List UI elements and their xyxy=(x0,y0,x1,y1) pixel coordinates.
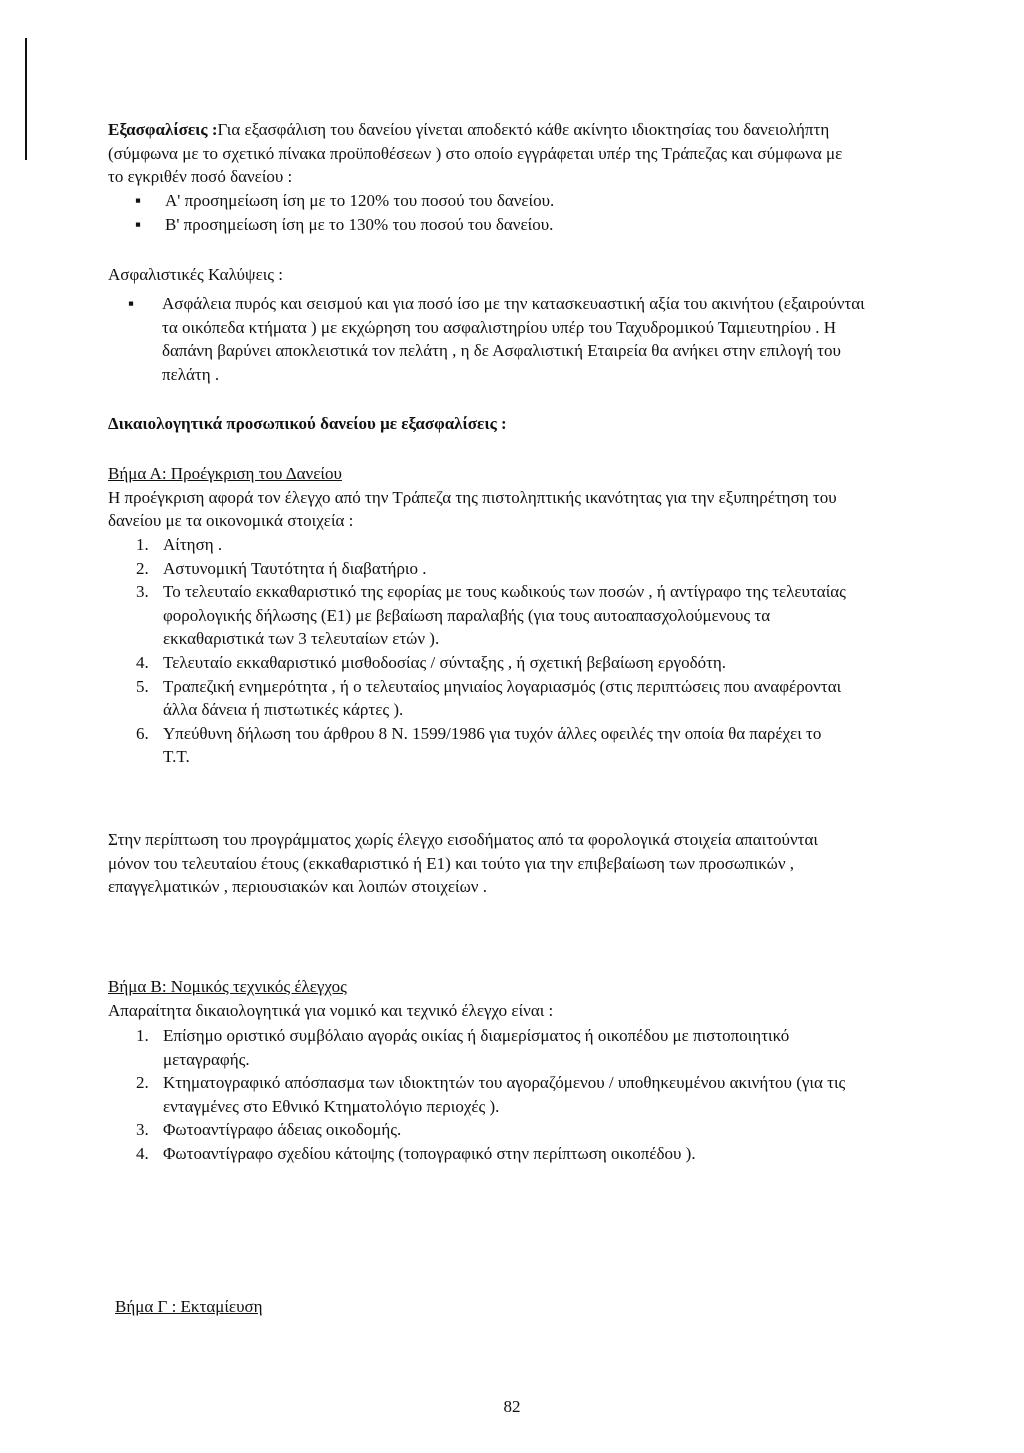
item-number: 1. xyxy=(136,1026,149,1045)
step-a-item-text: Αστυνομική Ταυτότητα ή διαβατήριο . xyxy=(163,558,427,578)
scan-edge-line xyxy=(25,38,27,160)
item-number: 2. xyxy=(136,558,149,578)
step-b-item-text: Φωτοαντίγραφο σχεδίου κάτοψης (τοπογραφικό στην περίπτωση οικοπέδου ). xyxy=(163,1143,696,1163)
page-number: 82 xyxy=(503,1397,521,1416)
step-a-section xyxy=(108,462,843,533)
collateral-list xyxy=(135,189,855,236)
item-number: 1. xyxy=(136,535,149,554)
insurance-list xyxy=(128,292,868,386)
item-number: 5. xyxy=(136,676,149,696)
step-a-note: Στην περίπτωση του προγράμματος χωρίς έλεγχο εισοδήματος από τα φορολογικά στοιχεία απαιτούνται μόνον του τελευταίου έτους (εκκαθαριστικό ή Ε1) και τούτο για την επιβεβαίωση των προσωπικών , επαγγελματικών , περιουσιακών και λοιπών στοιχείων . xyxy=(108,830,818,897)
step-a-list xyxy=(136,533,851,769)
step-a-title: Βήμα Α: Προέγκριση του Δανείου xyxy=(108,464,342,483)
step-b-item-text: Κτηματογραφικό απόσπασμα των ιδιοκτητών του αγοραζόμενου / υποθηκευμένου ακινήτου (για τις ενταγμένες στο Εθνικό Κτηματολόγιο περιοχές ). xyxy=(163,1073,846,1116)
step-b-title: Βήμα Β: Νομικός τεχνικός έλεγχος xyxy=(108,977,347,996)
step-a-note-block xyxy=(108,828,843,899)
list-item xyxy=(136,1024,866,1071)
collateral-section xyxy=(108,118,848,189)
bullet-icon: ▪ xyxy=(128,294,135,313)
list-item xyxy=(136,1118,866,1142)
step-b-item-text: Επίσημο οριστικό συμβόλαιο αγοράς οικίας ή διαμερίσματος ή οικοπέδου με πιστοποιητικό μεταγραφής. xyxy=(163,1026,790,1069)
step-a-item-text: Τραπεζική ενημερότητα , ή ο τελευταίος μηνιαίος λογαριασμός (στις περιπτώσεις που αναφέρονται άλλα δάνεια ή πιστωτικές κάρτες ). xyxy=(163,676,842,720)
list-item xyxy=(136,557,851,581)
step-b-item-text: Φωτοαντίγραφο άδειας οικοδομής. xyxy=(163,1120,402,1140)
collateral-intro: Για εξασφάλιση του δανείου γίνεται αποδεκτό κάθε ακίνητο ιδιοκτησίας του δανειολήπτη (σύμφωνα με το σχετικό πίνακα προϋποθέσεων ) στο οποίο εγγράφεται υπέρ της Τράπεζας και σύμφωνα με το εγκριθέν ποσό δανείου : xyxy=(108,120,843,187)
list-item xyxy=(136,651,851,675)
step-a-item-text: Αίτηση . xyxy=(163,535,223,554)
collateral-item-2: Β' προσημείωση ίση με το 130% του ποσού του δανείου. xyxy=(165,214,554,234)
item-number: 3. xyxy=(136,1120,149,1140)
item-number: 4. xyxy=(136,652,149,672)
item-number: 3. xyxy=(136,582,149,602)
list-item xyxy=(128,292,868,386)
step-b-section xyxy=(108,975,843,1022)
documents-section xyxy=(108,412,868,436)
item-number: 6. xyxy=(136,723,149,743)
insurance-title: Ασφαλιστικές Καλύψεις : xyxy=(108,265,283,284)
insurance-section xyxy=(108,263,868,287)
list-item xyxy=(136,675,851,722)
step-a-intro: Η προέγκριση αφορά τον έλεγχο από την Τράπεζα της πιστοληπτικής ικανότητας για την εξυπηρέτηση του δανείου με τα οικονομικά στοιχεία : xyxy=(108,487,837,531)
list-item xyxy=(136,1142,866,1166)
step-b-intro: Απαραίτητα δικαιολογητικά για νομικό και τεχνικό έλεγχο είναι : xyxy=(108,1000,554,1020)
step-c-title: Βήμα Γ : Εκταμίευση xyxy=(115,1297,263,1316)
bullet-icon: ▪ xyxy=(135,214,142,234)
step-c-section xyxy=(115,1295,515,1319)
documents-title: Δικαιολογητικά προσωπικού δανείου με εξασφαλίσεις : xyxy=(108,414,507,433)
collateral-item-1: Α' προσημείωση ίση με το 120% του ποσού του δανείου. xyxy=(165,191,555,210)
list-item xyxy=(135,189,855,213)
list-item xyxy=(136,1071,866,1118)
step-a-item-text: Το τελευταίο εκκαθαριστικό της εφορίας με τους κωδικούς των ποσών , ή αντίγραφο της τελευταίας φορολογικής δήλωσης (Ε1) με βεβαίωση παραλαβής (για τους αυτοαπασχολούμενους τα εκκαθαριστικά των 3 τελευταίων ετών ). xyxy=(163,582,846,649)
bullet-icon: ▪ xyxy=(135,191,142,210)
step-b-list xyxy=(136,1024,866,1166)
insurance-item-1: Ασφάλεια πυρός και σεισμού και για ποσό ίσο με την κατασκευαστική αξία του ακινήτου (εξαιρούνται τα οικόπεδα κτήματα ) με εκχώρηση του ασφαλιστηρίου υπέρ του Ταχυδρομικού Ταμιευτηρίου . Η δαπάνη βαρύνει αποκλειστικά τον πελάτη , η δε Ασφαλιστική Εταιρεία θα ανήκει στην επιλογή του πελάτη . xyxy=(162,294,865,384)
collateral-title: Εξασφαλίσεις : xyxy=(108,120,218,139)
list-item xyxy=(136,722,851,769)
list-item xyxy=(136,533,851,557)
step-a-item-text: Τελευταίο εκκαθαριστικό μισθοδοσίας / σύνταξης , ή σχετική βεβαίωση εργοδότη. xyxy=(163,652,727,672)
item-number: 4. xyxy=(136,1143,149,1163)
list-item xyxy=(136,580,851,651)
item-number: 2. xyxy=(136,1073,149,1093)
collateral-paragraph xyxy=(108,118,848,189)
step-a-item-text: Υπεύθυνη δήλωση του άρθρου 8 Ν. 1599/1986 για τυχόν άλλες οφειλές την οποία θα παρέχει το Τ.Τ. xyxy=(163,723,822,767)
list-item xyxy=(135,213,855,237)
